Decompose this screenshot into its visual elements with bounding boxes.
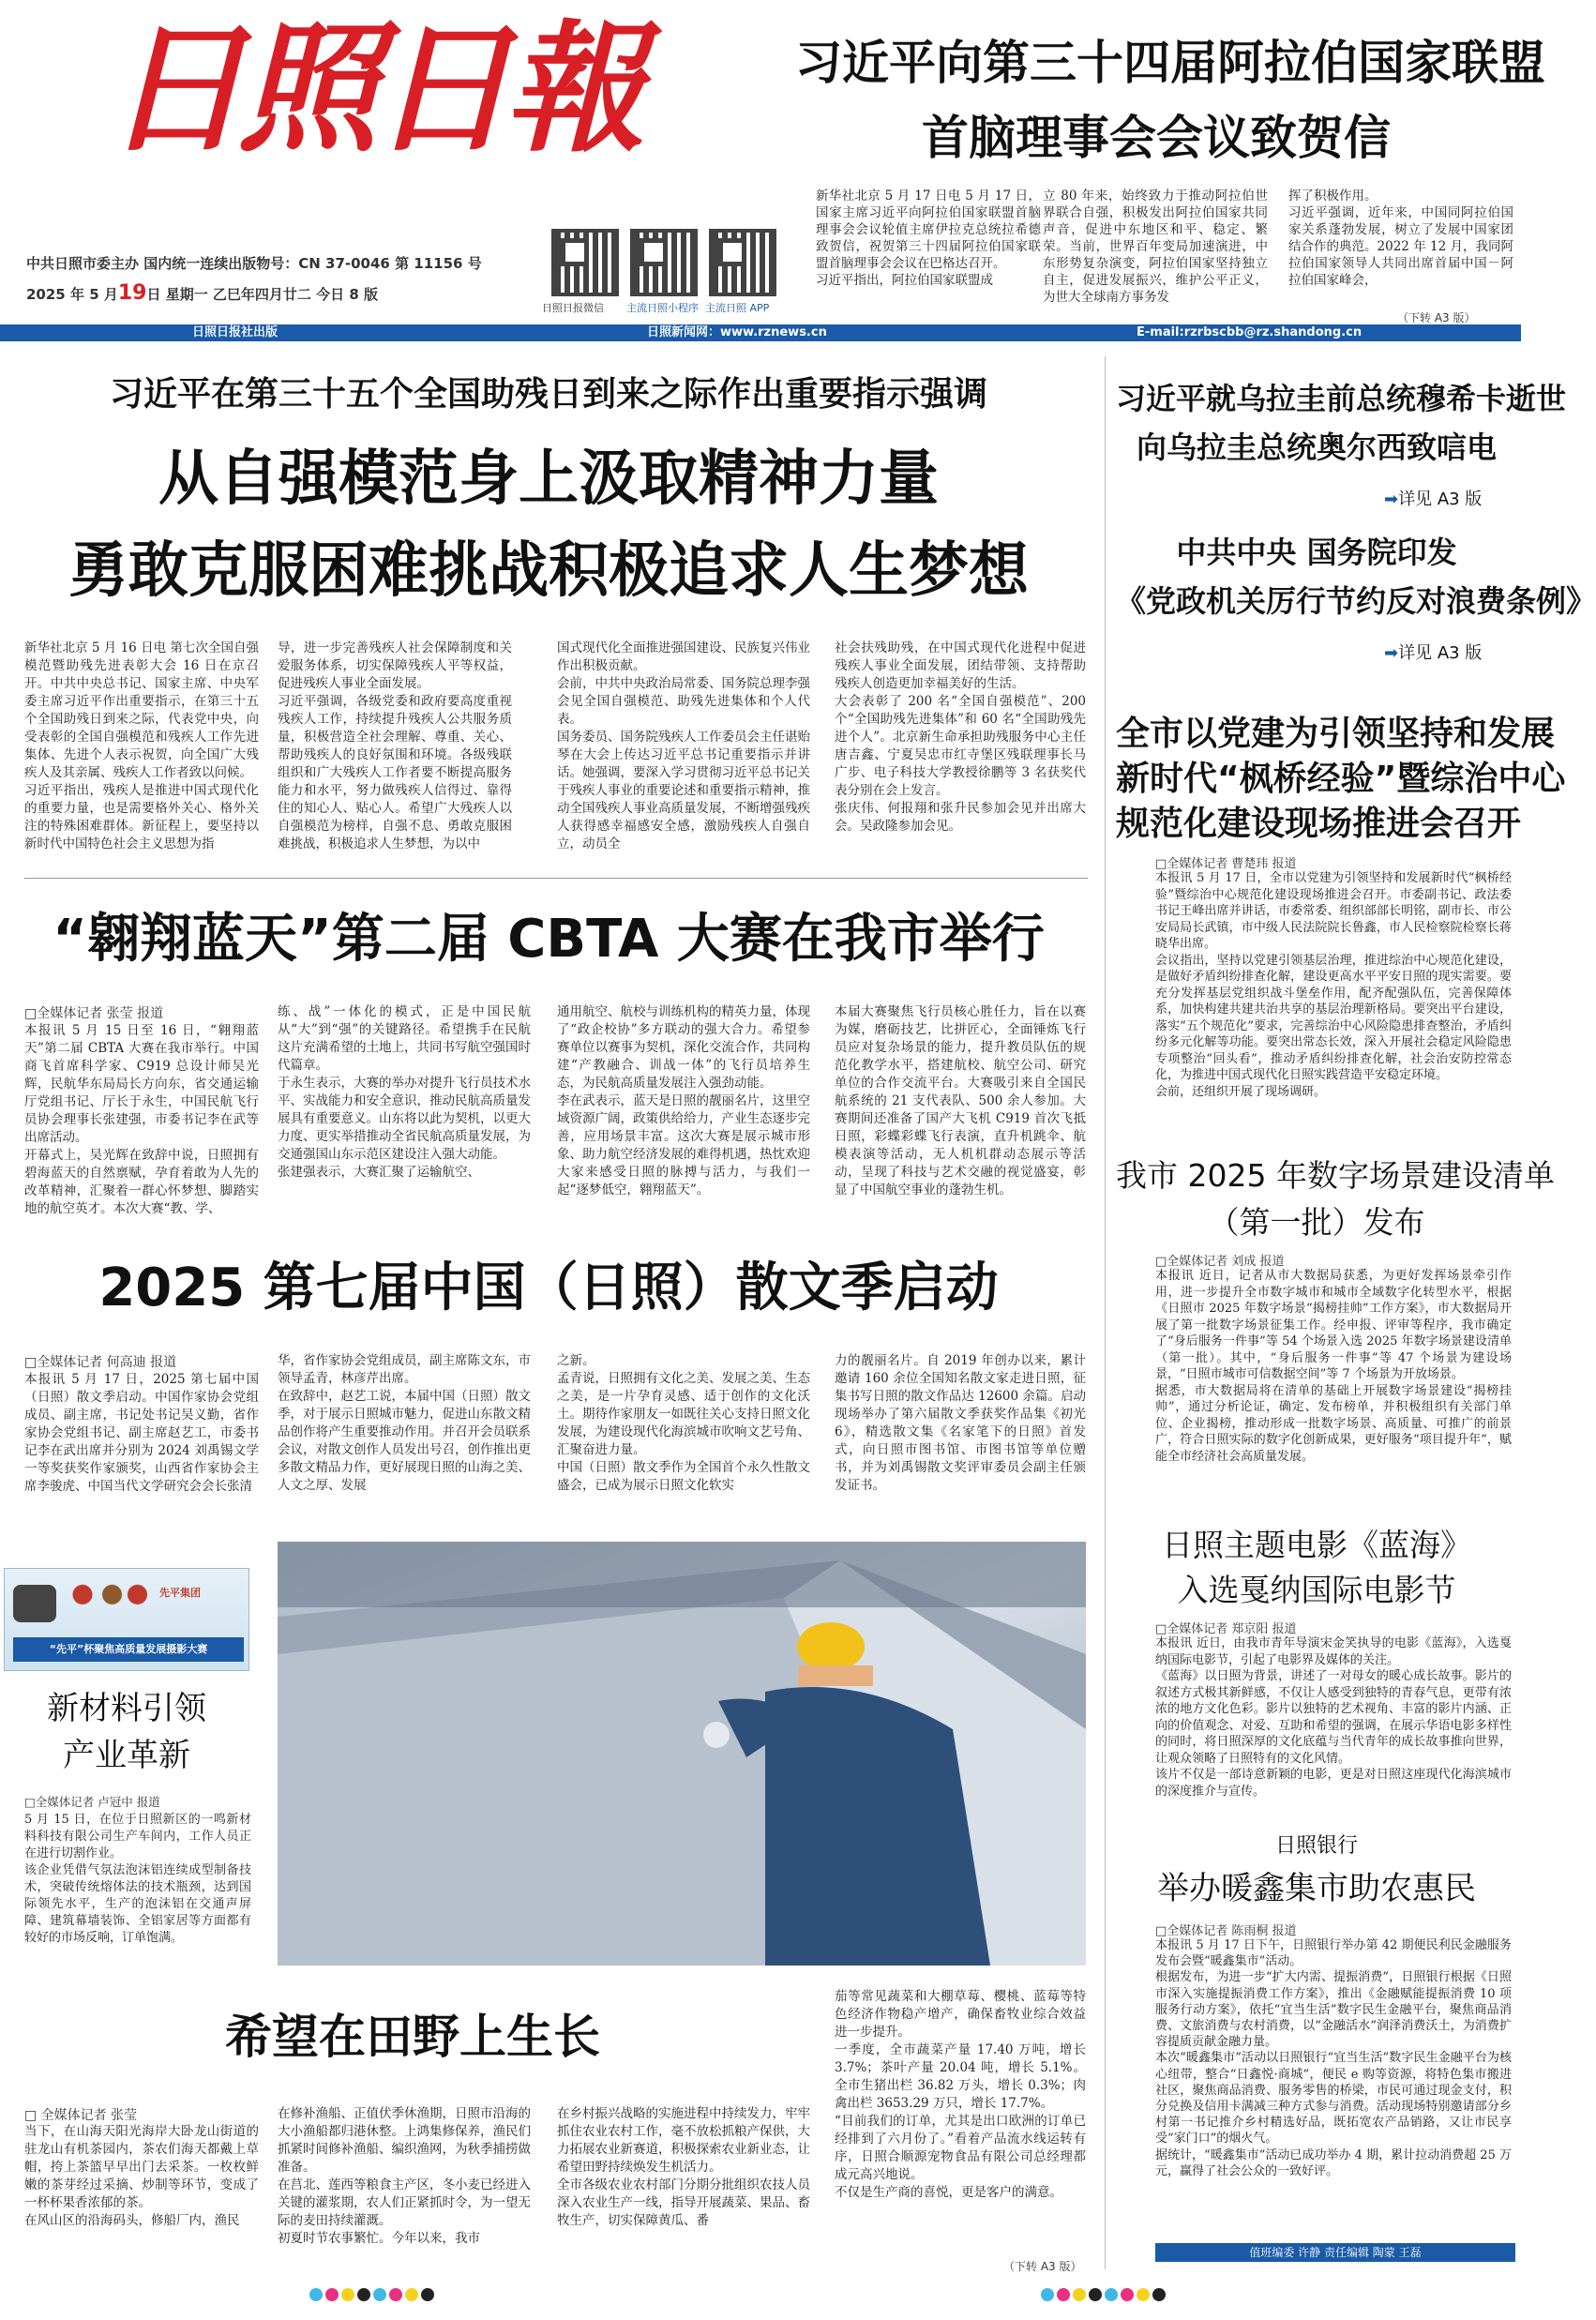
story1-title-line2: 勇敢克服困难挑战积极追求人生梦想 xyxy=(68,536,1029,606)
right-h2-line1: 中共中央 国务院印发 xyxy=(1176,535,1457,570)
right-h1-line2: 向乌拉圭总统奥尔西致唁电 xyxy=(1136,429,1497,465)
right-h5-line2: 入选戛纳国际电影节 xyxy=(1177,1572,1456,1608)
right-h5-text: 本报讯 近日，由我市青年导演宋金笑执导的电影《蓝海》，入选戛纳国际电影节，引起了电影界及媒体的关注。 《蓝海》以日照为背景，讲述了一对母女的暖心成长故事。影片的叙述方式极其新鲜感，不仅让人感受到独特的青春气息，更带有浓浓的地方文化色彩。影片以独特的艺术视角、丰富的影片内涵、正向的价值观念、对爱、互助和希望的强调，在展示华语电影多样性的同时，将日照深厚的文化底蕴与当代青年的成长故事推向世界，让观众领略了日照特有的文化风情。 该片不仅是一部诗意新颖的电影，更是对日照这座现代化海滨城市的深度推介与宣传。 xyxy=(1155,1636,1512,1799)
lead-col-3: 挥了积极作用。 习近平强调，近年来，中国同阿拉伯国家关系蓬勃发展，树立了发展中国家团结合作的典范。2022 年 12 月，我同阿拉伯国家领导人共同出席首届中国－阿拉伯国家峰会， xyxy=(1288,188,1513,288)
registration-dot xyxy=(421,2288,434,2301)
right-h4-line1: 我市 2025 年数字场景建设清单 xyxy=(1116,1157,1555,1194)
story3-col-1: 本报讯 5 月 17 日，2025 第七届中国（日照）散文季启动。中国作家协会党组成员、副主席，书记处书记吴义勤，省作家协会党组书记、副主席赵艺工，市委书记李在武出席并分别为 2024 刘禹锡文学一等奖获奖作家颁奖，山西省作家协会主席李骏虎、中国当代文学研究会会长张清 xyxy=(24,1372,259,1494)
story4-title: 希望在田野上生长 xyxy=(225,2010,600,2064)
story2-byline: □全媒体记者 张莹 报道 xyxy=(24,1006,164,1021)
registration-dot xyxy=(325,2288,339,2301)
publisher-info: 中共日照市委主办 国内统一连续出版物号：CN 37-0046 第 11156 号 xyxy=(26,255,482,272)
story4-continued: （下转 A3 版） xyxy=(1003,2260,1082,2273)
story2-col-1: 本报讯 5 月 15 日至 16 日，“翱翔蓝天”第二届 CBTA 大赛在我市举行。中国商飞首席科学家、C919 总设计师吴光辉，民航华东局局长方向东，省交通运输厅党组书记、厅长于永生，中国民航飞行员协会理事长张建强，市委书记李在武等出席活动。 开幕式上，吴光辉在致辞中说，日照拥有碧海蓝天的自然禀赋，孕育着敢为人先的改革精神，汇聚着一群心怀梦想、脚踏实地的航空英才。本次大赛“教、学、 xyxy=(24,1023,259,1216)
registration-dot xyxy=(1137,2288,1150,2301)
right-h6-byline: □全媒体记者 陈雨桐 报道 xyxy=(1155,1924,1297,1938)
right-h2-line2: 《党政机关厉行节约反对浪费条例》 xyxy=(1116,583,1596,619)
right-h5-byline: □全媒体记者 郑京阳 报道 xyxy=(1155,1622,1297,1636)
story3-col-4: 力的靓丽名片。自 2019 年创办以来，累计邀请 160 余位全国知名散文家走进日照，征集书写日照的散文作品达 12600 余篇。启动现场举办了第六届散文季获奖作品集《初光 6》，精选散文集《名家笔下的日照》首发式，向日照市图书馆、市图书馆等单位赠书，并为刘禹锡散文奖评审委员会副主任颁发证书。 xyxy=(835,1353,1086,1493)
qr-label-2: 主流日照小程序 xyxy=(626,302,699,314)
lead-col-1: 新华社北京 5 月 17 日电 5 月 17 日，国家主席习近平向阿拉伯国家联盟首脑理事会会议轮值主席伊拉克总统拉希德致贺信，祝贺第三十四届阿拉伯国家联盟首脑理事会会议在巴格达召开。 习近平指出，阿拉伯国家联盟成 xyxy=(816,188,1041,288)
right-h1-more[interactable] xyxy=(1384,486,1482,510)
story4-col-4: 茄等常见蔬菜和大棚草莓、樱桃、蓝莓等特色经济作物稳产增产，确保畜牧业综合效益进一步提升。 一季度，全市蔬菜产量 17.40 万吨，增长 3.7%；茶叶产量 20.04 吨，增长 5.1%。全市生猪出栏 36.82 万头，增长 0.3%；肉禽出栏 3653.29 万只，增长 17.7%。 “目前我们的订单，尤其是出口欧洲的订单已经排到了六月份了。”看着产品流水线运转有序，日照合顺源宠物食品有限公司总经理都成元高兴地说。 不仅是生产商的喜悦，更是客户的满意。 xyxy=(835,1989,1086,2200)
right-column-rule xyxy=(1105,356,1106,2269)
story2-col-4: 本届大赛聚焦飞行员核心胜任力，旨在以赛为媒，磨砺技艺，比拼匠心，全面锤炼飞行员应对复杂场景的能力，提升教员队伍的规范化教学水平，搭建航校、航空公司、研究单位的合作交流平台。大赛吸引来自全国民航系统的 21 支代表队、500 余人参加。大赛期间还准备了国产大飞机 C919 首次飞抵日照，彩蝶彩蝶飞行表演，直升机跳伞、航模表演等活动，无人机机群动态展示等活动，呈现了科技与艺术交融的视觉盛宴，彰显了中国航空事业的蓬勃生机。 xyxy=(835,1004,1086,1198)
registration-dot xyxy=(1073,2288,1086,2301)
lead-col-2: 立 80 年来，始终致力于推动阿拉伯世界联合自强，积极发出阿拉伯国家共同声音，促进中东地区和平、稳定、繁荣。当前，世界百年变局加速演进，中东形势复杂演变，阿拉伯国家坚持独立自主，促进发展振兴，维护公平正义，为世大全球南方事务发 xyxy=(1043,188,1268,305)
story1-col-4: 社会扶残助残，在中国式现代化进程中促进残疾人事业全面发展，团结带领、支持帮助残疾人创造更加幸福美好的生活。 大会表彰了 200 名“全国自强模范”、200 个“全国助残先进集体”和 60 名“全国助残先进个人”。北京新生命承担助残服务中心主任唐吉鑫、宁夏吴忠市红寺堡区残联理事长马广步、电子科技大学教授徐鹏等 3 名获奖代表分别在会上发言。 张庆伟、何报翔和张升民参加会见并出席大会。吴政隆参加会见。 xyxy=(835,640,1086,834)
story3-col-3: 之新。 孟青说，日照拥有文化之美、发展之美、生态之美，是一片孕育灵感、适于创作的文化沃土。期待作家朋友一如既往关心支持日照文化发展，为建设现代化海滨城市吹响文艺号角、汇聚奋进力量。 中国（日照）散文季作为全国首个永久性散文盛会，已成为展示日照文化软实 xyxy=(557,1353,810,1493)
right-h3-line3: 规范化建设现场推进会召开 xyxy=(1116,805,1522,843)
right-h1-more-label: 详见 A3 版 xyxy=(1398,490,1483,509)
color-registration-right xyxy=(1041,2286,1172,2305)
sidebar-byline: □全媒体记者 卢冠中 报道 xyxy=(24,1795,160,1809)
right-h6-title: 举办暖鑫集市助农惠民 xyxy=(1157,1870,1476,1907)
story4-byline: □ 全媒体记者 张莹 xyxy=(24,2108,138,2123)
registration-dot xyxy=(309,2288,323,2301)
right-h1-line1: 习近平就乌拉圭前总统穆希卡逝世 xyxy=(1116,381,1567,416)
story1-title-line1: 从自强模范身上汲取精神力量 xyxy=(158,444,939,514)
registration-dot xyxy=(373,2288,386,2301)
registration-dot xyxy=(1121,2288,1134,2301)
story2-col-3: 通用航空、航校与训练机构的精英力量，体现了“政企校协”多方联动的强大合力。希望参赛单位以赛事为契机，深化交流合作，共同构建“产教融合、训战一体”的飞行员培养生态，为民航高质量发展注入强劲动能。 李在武表示，蓝天是日照的靓丽名片，这里空域资源广阔，政策供给给力，产业生态逐步完善，应用场景丰富。这次大赛是展示城市形象、助力航空经济发展的难得机遇，热忱欢迎大家来感受日照的脉搏与活力，与我们一起“逐梦低空，翱翔蓝天”。 xyxy=(557,1004,810,1198)
sidebar-title-line1: 新材料引领 xyxy=(47,1690,206,1727)
right-h4-text: 本报讯 近日，记者从市大数据局获悉，为更好发挥场景牵引作用，进一步提升全市数字城市和城市全域数字化转型水平，根据《日照市 2025 年数字场景“揭榜挂帅”工作方案》，市大数据局开展了第一批数字场景征集工作。经申报、评审等程序，我市确定了“身后服务一件事”等 54 个场景入选 2025 年数字场景建设清单（第一批）。其中，“身后服务一件事”等 47 个场景为建设场景，“日照市城市可信数据空间”等 7 个场景为开放场景。 据悉，市大数据局将在清单的基础上开展数字场景建设“揭榜挂帅”，通过分析论证，确定、发布榜单，并积极组织有关部门单位、企业揭榜，推动形成一批数字场景、高质量、可推广的前景广，符合日照实际的数字化创新成果，更好服务“项目提升年”，赋能全市经济社会高质量发展。 xyxy=(1155,1269,1512,1464)
right-h6-kicker: 日照银行 xyxy=(1274,1834,1358,1858)
story4-col-2: 在修补渔船、正值伏季休渔期，日照市沿海的大小渔船都归港休整。上鸿集修保养，渔民们抓紧时间修补渔船、编织渔网，为秋季捕捞做准备。 在莒北、莲西等粮食主产区，冬小麦已经进入关键的灌浆期，农人们正紧抓时令，为一望无际的麦田持续灌溉。 初夏时节农事繁忙。今年以来，我市 xyxy=(278,2106,531,2246)
ad-brand: 先平集团 xyxy=(159,1587,201,1599)
logo: 日照日報 xyxy=(105,7,639,172)
date-prefix: 2025 年 5 月 xyxy=(26,286,118,303)
editor-credits: 值班编委 许静 责任编辑 陶蒙 王磊 xyxy=(1249,2246,1422,2259)
registration-dot xyxy=(389,2288,402,2301)
story2-col-2: 练、战”一体化的模式，正是中国民航从“大”到“强”的关键路径。希望携手在民航这片充满希望的土地上，共同书写航空强国时代篇章。 于永生表示，大赛的举办对提升飞行员技术水平、实战能力和安全意识，推动民航高质量发展具有重要意义。山东将以此为契机，以更大力度、更实举措推动全省民航高质量发展，为交通强国山东示范区建设注入强大动能。 张建强表示，大赛汇聚了运输航空、 xyxy=(278,1004,531,1180)
right-h2-more[interactable] xyxy=(1384,640,1482,664)
registration-dot xyxy=(1152,2288,1166,2301)
right-h4-line2: （第一批）发布 xyxy=(1208,1204,1425,1241)
lead-continued: （下转 A3 版） xyxy=(1397,311,1476,324)
arrow-icon: ➡ xyxy=(1384,490,1399,509)
color-registration-left xyxy=(309,2286,441,2305)
right-h4-byline: □全媒体记者 刘成 报道 xyxy=(1155,1255,1285,1269)
right-h6-text: 本报讯 5 月 17 日下午，日照银行举办第 42 期便民利民金融服务发布会暨“暖鑫集市”活动。 根据发布，为进一步“扩大内需、提振消费”，日照银行根据《日照市深入实施提振消费工作方案》，推出《金融赋能提振消费 10 项服务行动方案》，依托“宜当生活”数字民生金融平台，聚焦商品消费、文旅消费与农村消费，以“金融活水”润泽消费沃土，为消费扩容提质贡献金融力量。 本次“暖鑫集市”活动以日照银行“宜当生活”数字民生金融平台为核心纽带，整合“日鑫悦·商城”，便民 e 购等资源，将特色集市搬进社区，聚焦商品消费、服务零售的桥梁，市民可通过现金支付，积分兑换及信用卡满减三种方式参与消费。活动现场特别邀请部分乡村第一书记推介乡村精选好品，既拓宽农产品销路，又让市民享受“家门口”的烟火气。 据统计，“暖鑫集市”活动已成功举办 4 期，累计拉动消费超 25 万元，赢得了社会公众的一致好评。 xyxy=(1155,1938,1512,2178)
photo-illustration xyxy=(278,1542,1086,1966)
bar-publisher: 日照日报社出版 xyxy=(192,325,279,339)
right-h2-more-label: 详见 A3 版 xyxy=(1398,643,1483,663)
right-h5-line1: 日照主题电影《蓝海》 xyxy=(1162,1527,1471,1563)
registration-dot xyxy=(341,2288,354,2301)
camera-icon xyxy=(13,1585,56,1622)
issue-date xyxy=(26,281,378,305)
qr-label-3: 主流日照 APP xyxy=(705,302,770,314)
divider xyxy=(24,878,1088,879)
registration-dot xyxy=(357,2288,370,2301)
right-h3-line2: 新时代“枫桥经验”暨综治中心 xyxy=(1116,760,1566,798)
story1-kicker: 习近平在第三十五个全国助残日到来之际作出重要指示强调 xyxy=(109,375,987,414)
story1-col-1: 新华社北京 5 月 16 日电 第七次全国自强模范暨助残先进表彰大会 16 日在京召开。中共中央总书记、国家主席、中央军委主席习近平作出重要指示，在第三十五个全国助残日到来之际，代表党中央，向受表彰的全国自强模范和残疾人工作先进集体、先进个人表示祝贺，向全国广大残疾人及其亲属、残疾人工作者致以问候。 习近平指出，残疾人是推进中国式现代化的重要力量，也是需要格外关心、格外关注的特殊困难群体。新征程上，要坚持以新时代中国特色社会主义思想为指 xyxy=(24,640,259,851)
story3-byline: □全媒体记者 何高迪 报道 xyxy=(24,1355,177,1370)
story3-col-2: 华，省作家协会党组成员，副主席陈文东，市领导孟青，林彦芹出席。 在致辞中，赵艺工说，本届中国（日照）散文季，对于展示日照城市魅力，促进山东散文精品创作将产生重要推动作用。并召开会员联系会议，对散文创作人员发出号召，创作推出更多散文精品力作，更好展现日照的山海之美、人文之厚、发展 xyxy=(278,1353,531,1493)
date-day: 19 xyxy=(117,281,147,305)
ad-figures-icon xyxy=(66,1581,150,1626)
story4-col-3: 在乡村振兴战略的实施进程中持续发力，牢牢抓住农业农村工作，毫不放松抓粮产保供，大力拓展农业新赛道，积极探索农业新业态，让希望田野持续焕发生机活力。 全市各级农业农村部门分期分批组织农技人员深入农业生产一线，指导开展蔬菜、果品、畜牧生产，切实保障黄瓜、番 xyxy=(557,2106,810,2228)
registration-dot xyxy=(405,2288,418,2301)
registration-dot xyxy=(1105,2288,1118,2301)
story1-col-3: 国式现代化全面推进强国建设、民族复兴伟业作出积极贡献。 会前，中共中央政治局常委、国务院总理李强会见全国自强模范、助残先进集体和个人代表。 国务委员、国务院残疾人工作委员会主任谌贻琴在大会上传达习近平总书记重要指示并讲话。她强调，要深入学习贯彻习近平总书记关于残疾人事业的重要论述和重要指示精神，推动全国残疾人事业高质量发展，不断增强残疾人获得感幸福感安全感，激励残疾人自强自立，动员全 xyxy=(557,640,810,851)
story4-col-1: 当下，在山海天阳光海岸大卧龙山街道的驻龙山有机茶园内，茶农们海天都戴上草帽，挎上茶篮早早出门去采茶。一枚枚鲜嫩的茶芽经过采摘、炒制等环节，变成了一杯杯果香浓郁的茶。 在风山区的沿海码头，修船厂内，渔民 xyxy=(24,2124,259,2228)
story3-title: 2025 第七届中国（日照）散文季启动 xyxy=(98,1258,999,1318)
registration-dot xyxy=(1041,2288,1054,2301)
photo-worker-cutting-foam-aluminum xyxy=(278,1542,1086,1966)
right-h3-byline: □全媒体记者 曹楚玮 报道 xyxy=(1155,857,1297,871)
registration-dot xyxy=(1057,2288,1070,2301)
bar-website[interactable]: 日照新闻网：www.rznews.cn xyxy=(647,325,827,339)
story2-title: “翱翔蓝天”第二届 CBTA 大赛在我市举行 xyxy=(53,909,1045,970)
registration-dot xyxy=(1089,2288,1102,2301)
qr-label-1: 日照日报微信 xyxy=(542,302,604,314)
lead-title-line1: 习近平向第三十四届阿拉伯国家联盟 xyxy=(795,36,1545,90)
sidebar-text: 5 月 15 日，在位于日照新区的一鸣新材料科技有限公司生产车间内，工作人员正在进行切割作业。 该企业凭借气氛法泡沫铝连续成型制备技术，突破传统熔体法的技术瓶颈，达到国际领先水平，生产的泡沫铝在交通声屏障、建筑幕墙装饰、全铝家居等方面都有较好的市场反响，订单饱满。 xyxy=(24,1813,251,1945)
lead-title-line2: 首脑理事会会议致贺信 xyxy=(922,111,1391,165)
arrow-icon: ➡ xyxy=(1384,643,1399,663)
ad-banner-text: “先平”杯聚焦高质量发展摄影大赛 xyxy=(49,1643,208,1655)
story1-col-2: 导，进一步完善残疾人社会保障制度和关爱服务体系，切实保障残疾人平等权益，促进残疾人事业全面发展。 习近平强调，各级党委和政府要高度重视残疾人工作，持续提升残疾人公共服务质量，积极营造全社会理解、尊重、关心、帮助残疾人的良好氛围和环境。各级残联组织和广大残疾人工作者要不断提高服务能力和水平，努力做残疾人信得过、靠得住的知心人、贴心人。希望广大残疾人以自强模范为榜样，自强不息、勇敢克服困难挑战，积极追求人生梦想，为以中 xyxy=(278,640,512,851)
sidebar-title-line2: 产业革新 xyxy=(63,1737,190,1774)
right-h3-line1: 全市以党建为引领坚持和发展 xyxy=(1116,715,1556,753)
right-h3-text: 本报讯 5 月 17 日，全市以党建为引领坚持和发展新时代“枫桥经验”暨综治中心规范化建设现场推进会召开。市委副书记、政法委书记王峰出席并讲话，市委常委、组织部部长明铭，副市长、市公安局局长武镇，市中级人民法院院长鲁鑫，市人民检察院检察长蒋晓华出席。 会议指出，坚持以党建引领基层治理，推进综治中心规范化建设，是做好矛盾纠纷排查化解，建设更高水平平安日照的现实需要。要充分发挥基层党组织战斗堡垒作用，配齐配强队伍，完善保障体系，加快构建共建共治共享的基层治理新格局。要突出平台建设，落实“五个规范化”要求，完善综治中心风险隐患排查整治，矛盾纠纷多元化解等功能。要突出常态长效，深入开展社会稳定风险隐患专项整治“回头看”，推动矛盾纠纷排查化解，社会治安防控常态化，为推进中国式现代化日照实践营造平安稳定环境。 会前，还组织开展了现场调研。 xyxy=(1155,871,1512,1099)
bar-email[interactable]: E-mail:rzrbscbb@rz.shandong.cn xyxy=(1137,325,1363,339)
date-suffix: 日 星期一 乙巳年四月廿二 今日 8 版 xyxy=(146,286,379,303)
